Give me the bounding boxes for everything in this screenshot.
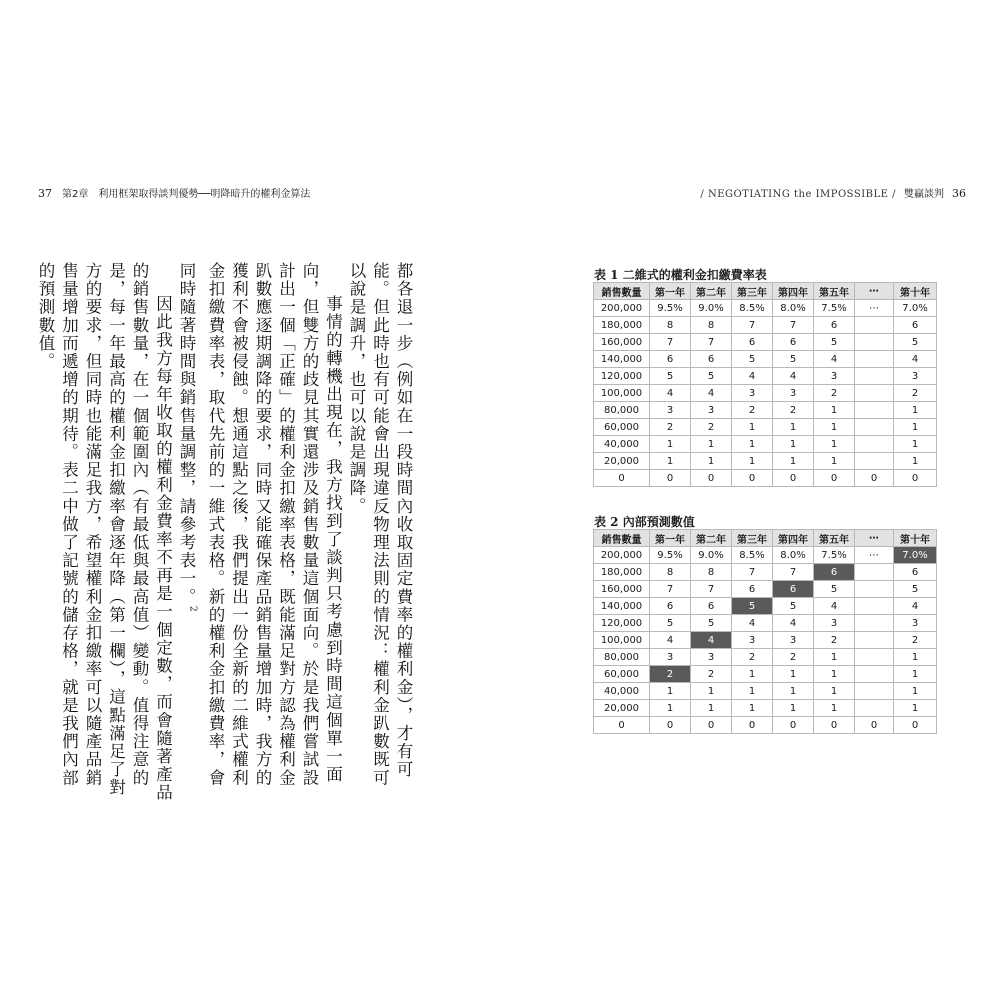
book-title-zh: 雙贏談判 — [904, 189, 944, 200]
highlighted-cell: 5 — [732, 598, 773, 615]
table-cell: 4 — [650, 632, 691, 649]
table-row — [594, 436, 937, 453]
table-cell: 5 — [650, 368, 691, 385]
table-cell: 2 — [732, 649, 773, 666]
table-row — [594, 598, 937, 615]
table-cell: 3 — [894, 615, 937, 632]
table-cell: 6 — [894, 317, 937, 334]
body-paragraph-2-text: 事情的轉機出現在，我方找到了談判只考慮到時間這個單一面向，但雙方的歧見其實還涉及銷售數量這個面向。於是我們嘗試設計出一個「正確」的權利金扣繳率表格，既能滿足對方認為權利金趴數應逐期調降的要求，同時又能確保產品銷售量增加時，我方的獲利不會被侵蝕。想通這點之後，我們提出一份全新的二維式權利金扣繳費率表，取代先前的一維式表格。新的權利金扣繳費率，會同時隨著時間與銷售量調整，請參考表一。 — [177, 262, 343, 787]
table-cell: 6 — [691, 598, 732, 615]
table-cell: 0 — [773, 470, 814, 487]
column-header: 第十年 — [894, 283, 937, 300]
table1 — [593, 282, 937, 487]
table-cell: 2 — [732, 402, 773, 419]
table-cell: 140,000 — [594, 351, 650, 368]
table-cell: 0 — [650, 717, 691, 734]
table-cell — [855, 666, 894, 683]
table-cell: 7.0% — [894, 300, 937, 317]
vertical-body-text — [36, 262, 415, 802]
table-row — [594, 453, 937, 470]
table-cell: 2 — [773, 649, 814, 666]
table-cell: 2 — [894, 385, 937, 402]
body-paragraph-1: 都各退一步（例如在一段時間內收取固定費率的權利金），才有可能。但此時也有可能會出現違反物理法則的情況：權利金趴數既可以說是調升，也可以說是調降。 — [347, 262, 413, 787]
table-cell: 0 — [732, 717, 773, 734]
table-cell: 1 — [894, 436, 937, 453]
table-cell: 3 — [894, 368, 937, 385]
table-cell: 4 — [773, 615, 814, 632]
table-cell: 80,000 — [594, 402, 650, 419]
table-cell: 160,000 — [594, 334, 650, 351]
table-cell: 5 — [894, 581, 937, 598]
table-cell: 1 — [732, 700, 773, 717]
table-cell: 7.5% — [814, 300, 855, 317]
table2-title: 表 2 內部預測數值 — [594, 515, 695, 529]
table-cell: 3 — [732, 632, 773, 649]
table-cell: 7 — [773, 564, 814, 581]
table-cell: 20,000 — [594, 700, 650, 717]
table-cell: 3 — [814, 615, 855, 632]
table-cell: 1 — [814, 700, 855, 717]
table-cell: 3 — [691, 402, 732, 419]
column-header: 第三年 — [732, 283, 773, 300]
table-cell: 5 — [773, 598, 814, 615]
table-cell — [855, 632, 894, 649]
table-cell: 6 — [650, 351, 691, 368]
table-cell: 1 — [814, 666, 855, 683]
table-cell: 1 — [732, 453, 773, 470]
table-row — [594, 317, 937, 334]
highlighted-cell: 4 — [691, 632, 732, 649]
table-row — [594, 683, 937, 700]
table-cell: 2 — [691, 419, 732, 436]
table2 — [593, 529, 937, 734]
column-header: 第三年 — [732, 530, 773, 547]
table-cell: 180,000 — [594, 317, 650, 334]
table-row — [594, 649, 937, 666]
left-page-number: 37 — [38, 187, 52, 200]
table-cell: 4 — [894, 351, 937, 368]
column-header: 第二年 — [691, 530, 732, 547]
table-cell: 7 — [691, 334, 732, 351]
table-cell: 9.0% — [691, 300, 732, 317]
table-cell: 1 — [691, 436, 732, 453]
table-cell: 1 — [894, 402, 937, 419]
table-cell: 5 — [814, 581, 855, 598]
table-cell: 4 — [894, 598, 937, 615]
highlighted-cell: 6 — [773, 581, 814, 598]
table-cell: 180,000 — [594, 564, 650, 581]
table-cell: 1 — [894, 649, 937, 666]
table-cell: 6 — [894, 564, 937, 581]
table-cell: 3 — [732, 385, 773, 402]
table-cell: 7 — [732, 317, 773, 334]
table-row — [594, 666, 937, 683]
table-cell: 4 — [732, 615, 773, 632]
table-cell: 1 — [732, 419, 773, 436]
table-cell: 0 — [773, 717, 814, 734]
table-row — [594, 564, 937, 581]
table-row — [594, 385, 937, 402]
column-header: ⋯ — [855, 283, 894, 300]
table-cell: 3 — [691, 649, 732, 666]
table-cell: 1 — [814, 436, 855, 453]
table-cell — [855, 368, 894, 385]
table-cell: 1 — [773, 436, 814, 453]
table-cell — [855, 615, 894, 632]
table1-title: 表 1 二維式的權利金扣繳費率表 — [594, 268, 767, 282]
table-cell: 1 — [894, 453, 937, 470]
table-cell — [855, 317, 894, 334]
book-title-en: / NEGOTIATING the IMPOSSIBLE / — [700, 189, 896, 200]
table-cell: 4 — [691, 385, 732, 402]
table-row — [594, 700, 937, 717]
table-cell: 1 — [732, 666, 773, 683]
highlighted-cell: 6 — [814, 564, 855, 581]
table-cell: 0 — [594, 717, 650, 734]
table-cell: 60,000 — [594, 666, 650, 683]
table-cell: 9.5% — [650, 300, 691, 317]
table-cell: 5 — [650, 615, 691, 632]
table-header-row — [594, 530, 937, 547]
table-cell: 5 — [773, 351, 814, 368]
table-cell: 1 — [814, 419, 855, 436]
table-cell: 9.5% — [650, 547, 691, 564]
table-cell: 9.0% — [691, 547, 732, 564]
table-cell: 0 — [732, 470, 773, 487]
table-cell: 40,000 — [594, 683, 650, 700]
table-cell: 1 — [650, 683, 691, 700]
table-cell: 100,000 — [594, 632, 650, 649]
table-cell: 1 — [650, 436, 691, 453]
table-row — [594, 300, 937, 317]
table-row — [594, 632, 937, 649]
table-cell — [855, 419, 894, 436]
table-cell — [855, 564, 894, 581]
table-cell: 1 — [773, 683, 814, 700]
table-cell: 5 — [732, 351, 773, 368]
table-cell: 3 — [650, 402, 691, 419]
table-cell: 6 — [773, 334, 814, 351]
table-cell: 6 — [691, 351, 732, 368]
table-cell: 4 — [650, 385, 691, 402]
column-header: 第十年 — [894, 530, 937, 547]
table-cell: 1 — [814, 683, 855, 700]
column-header: 第四年 — [773, 283, 814, 300]
table-cell: 1 — [814, 453, 855, 470]
table-cell: 0 — [894, 470, 937, 487]
table-cell: 2 — [773, 402, 814, 419]
table-cell — [855, 598, 894, 615]
chapter-title: 第2章 利用框架取得談判優勢──明降暗升的權利金算法 — [62, 189, 311, 200]
table-cell: 0 — [691, 717, 732, 734]
left-page-header — [38, 185, 310, 200]
table-cell: 6 — [732, 334, 773, 351]
table-cell: 1 — [894, 700, 937, 717]
column-header: ⋯ — [855, 530, 894, 547]
table-cell: 8 — [691, 317, 732, 334]
table-cell: 0 — [894, 717, 937, 734]
table-row — [594, 334, 937, 351]
table-row — [594, 547, 937, 564]
table-cell: 200,000 — [594, 547, 650, 564]
column-header: 第五年 — [814, 530, 855, 547]
table-cell: 1 — [732, 436, 773, 453]
table-cell: 4 — [732, 368, 773, 385]
table-cell: 0 — [814, 470, 855, 487]
table-cell: 7.5% — [814, 547, 855, 564]
table-cell — [855, 385, 894, 402]
table-cell — [855, 649, 894, 666]
table-cell: 1 — [814, 402, 855, 419]
table-cell — [855, 436, 894, 453]
table-cell: 8.0% — [773, 547, 814, 564]
table-cell: 200,000 — [594, 300, 650, 317]
table-cell: 140,000 — [594, 598, 650, 615]
table-cell: ⋯ — [855, 547, 894, 564]
table-row — [594, 470, 937, 487]
table-cell: 0 — [814, 717, 855, 734]
column-header: 第四年 — [773, 530, 814, 547]
table-cell: 7 — [773, 317, 814, 334]
table-cell: ⋯ — [855, 300, 894, 317]
table-row — [594, 402, 937, 419]
table-cell: 1 — [894, 683, 937, 700]
table-cell: 120,000 — [594, 615, 650, 632]
table-cell: 1 — [732, 683, 773, 700]
table-cell: 7 — [732, 564, 773, 581]
table-cell: 2 — [650, 419, 691, 436]
table-cell: 4 — [814, 351, 855, 368]
table-cell: 5 — [691, 368, 732, 385]
table-cell — [855, 581, 894, 598]
table-cell: 1 — [894, 419, 937, 436]
table-cell: 160,000 — [594, 581, 650, 598]
right-page-header — [700, 185, 966, 200]
column-header: 銷售數量 — [594, 530, 650, 547]
table-cell: 8 — [650, 317, 691, 334]
table-cell: 7 — [691, 581, 732, 598]
highlighted-cell: 7.0% — [894, 547, 937, 564]
table-cell: 1 — [773, 419, 814, 436]
table-cell: 2 — [691, 666, 732, 683]
table-cell: 60,000 — [594, 419, 650, 436]
table-cell: 5 — [691, 615, 732, 632]
table-cell: 8 — [691, 564, 732, 581]
table-cell: 1 — [650, 700, 691, 717]
table-cell: 2 — [894, 632, 937, 649]
table-cell — [855, 402, 894, 419]
body-paragraph-3: 因此我方每年收取的權利金費率不再是一個定數，而會隨著產品的銷售數量，在一個範圍內（有最低與最高值）變動。值得注意的是，每一年最高的權利金扣繳率會逐年降（第一欄），這點滿足了對方的要求，但同時也能滿足我方，希望權利金扣繳率可以隨產品銷售量增加而遞增的期待。表二中做了記號的儲存格，就是我們內部的預測數值。 — [36, 262, 173, 802]
body-paragraph-2 — [175, 262, 345, 802]
table-cell: 0 — [594, 470, 650, 487]
table-cell: 0 — [691, 470, 732, 487]
table-cell — [855, 453, 894, 470]
table-cell: 0 — [650, 470, 691, 487]
table-header-row — [594, 283, 937, 300]
table-cell: 6 — [650, 598, 691, 615]
table-cell: 3 — [773, 632, 814, 649]
footnote-ref: 2 — [187, 605, 198, 614]
table-cell: 1 — [894, 666, 937, 683]
table-cell: 0 — [855, 470, 894, 487]
table-cell: 8.5% — [732, 547, 773, 564]
table-cell: 1 — [650, 453, 691, 470]
table-cell: 1 — [773, 666, 814, 683]
table-cell: 5 — [814, 334, 855, 351]
table-cell: 80,000 — [594, 649, 650, 666]
table-row — [594, 615, 937, 632]
table-cell: 1 — [691, 453, 732, 470]
table-row — [594, 717, 937, 734]
table-cell: 1 — [773, 453, 814, 470]
table-cell — [855, 683, 894, 700]
table-cell: 5 — [894, 334, 937, 351]
table-cell — [855, 351, 894, 368]
table-cell: 8 — [650, 564, 691, 581]
table-cell: 1 — [691, 683, 732, 700]
table-row — [594, 581, 937, 598]
table-cell: 1 — [773, 700, 814, 717]
table-cell: 3 — [650, 649, 691, 666]
table-cell: 3 — [773, 385, 814, 402]
table-cell: 2 — [814, 632, 855, 649]
table-cell: 4 — [773, 368, 814, 385]
table-cell — [855, 334, 894, 351]
table-cell: 0 — [855, 717, 894, 734]
column-header: 第二年 — [691, 283, 732, 300]
table-cell: 4 — [814, 598, 855, 615]
table-cell: 8.0% — [773, 300, 814, 317]
table-cell: 2 — [814, 385, 855, 402]
right-page-number: 36 — [952, 187, 966, 200]
table-cell: 100,000 — [594, 385, 650, 402]
table-cell — [855, 700, 894, 717]
column-header: 第五年 — [814, 283, 855, 300]
table-row — [594, 419, 937, 436]
table-cell: 3 — [814, 368, 855, 385]
table-cell: 6 — [814, 317, 855, 334]
table-cell: 40,000 — [594, 436, 650, 453]
table-cell: 1 — [691, 700, 732, 717]
highlighted-cell: 2 — [650, 666, 691, 683]
table-row — [594, 351, 937, 368]
column-header: 第一年 — [650, 530, 691, 547]
column-header: 第一年 — [650, 283, 691, 300]
table-cell: 1 — [814, 649, 855, 666]
table-cell: 7 — [650, 581, 691, 598]
table-cell: 20,000 — [594, 453, 650, 470]
column-header: 銷售數量 — [594, 283, 650, 300]
table-cell: 7 — [650, 334, 691, 351]
table-cell: 6 — [732, 581, 773, 598]
table-row — [594, 368, 937, 385]
table-cell: 120,000 — [594, 368, 650, 385]
table-cell: 8.5% — [732, 300, 773, 317]
